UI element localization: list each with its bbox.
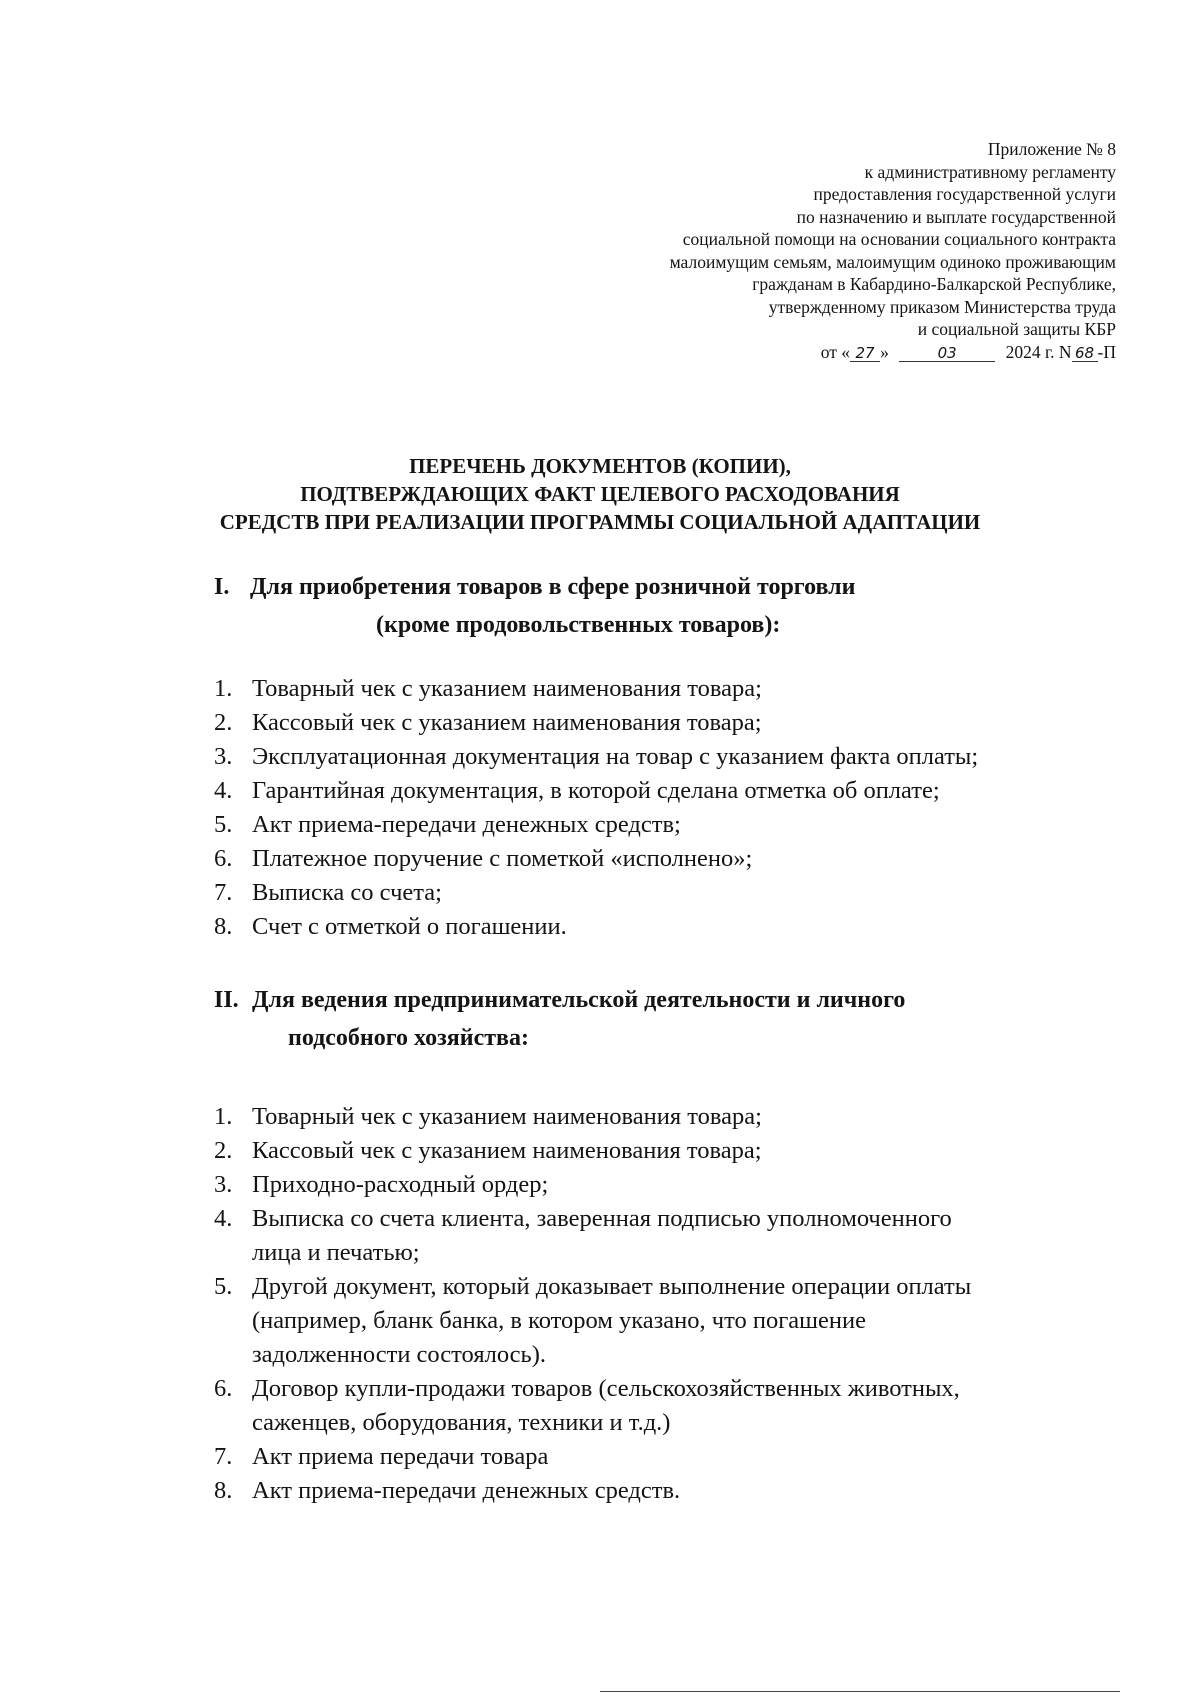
section-1-heading bbox=[214, 568, 1114, 644]
item-number: 8. bbox=[214, 913, 233, 940]
appendix-line: предоставления государственной услуги bbox=[813, 184, 1116, 204]
item-text: Товарный чек с указанием наименования товара; bbox=[252, 1103, 762, 1130]
date-year: 2024 г. N bbox=[1005, 341, 1072, 362]
item-text: Акт приема передачи товара bbox=[252, 1443, 549, 1470]
list-item bbox=[214, 706, 1114, 740]
date-day: 27 bbox=[850, 345, 880, 362]
list-item bbox=[214, 1440, 1114, 1474]
title-line: СРЕДСТВ ПРИ РЕАЛИЗАЦИИ ПРОГРАММЫ СОЦИАЛЬНОЙ АДАПТАЦИИ bbox=[219, 510, 981, 534]
appendix-line: и социальной защиты КБР bbox=[917, 319, 1116, 339]
item-text: Гарантийная документация, в которой сделана отметка об оплате; bbox=[252, 777, 940, 804]
list-item bbox=[214, 1474, 1114, 1508]
item-text: Эксплуатационная документация на товар с указанием факта оплаты; bbox=[252, 743, 979, 770]
item-text: Приходно-расходный ордер; bbox=[252, 1171, 549, 1198]
section-number: I. bbox=[214, 574, 230, 600]
list-item bbox=[214, 1134, 1114, 1168]
appendix-line: малоимущим семьям, малоимущим одиноко проживающим bbox=[669, 251, 1116, 272]
item-text: (например, бланк банка, в котором указано, что погашение bbox=[252, 1307, 866, 1334]
section-1-list bbox=[214, 672, 1114, 944]
section-title-line: Для ведения предпринимательской деятельности и личного bbox=[252, 987, 906, 1013]
section-2-list bbox=[214, 1100, 1114, 1508]
item-number: 2. bbox=[214, 1137, 233, 1164]
appendix-line: к административному регламенту bbox=[864, 161, 1116, 182]
item-text: Выписка со счета; bbox=[252, 879, 442, 906]
date-month: 03 bbox=[899, 345, 995, 362]
item-number: 7. bbox=[214, 1443, 233, 1470]
item-text: Кассовый чек с указанием наименования товара; bbox=[252, 709, 762, 736]
item-text: Счет с отметкой о погашении. bbox=[252, 913, 567, 940]
item-number: 3. bbox=[214, 1171, 233, 1198]
list-item bbox=[214, 842, 1114, 876]
item-number: 5. bbox=[214, 1273, 233, 1300]
appendix-line: социальной помощи на основании социального контракта bbox=[682, 229, 1116, 249]
list-item bbox=[214, 876, 1114, 910]
list-item bbox=[214, 1202, 1114, 1270]
document-title bbox=[0, 452, 1200, 536]
item-text: Акт приема-передачи денежных средств. bbox=[252, 1477, 681, 1504]
title-line: ПОДТВЕРЖДАЮЩИХ ФАКТ ЦЕЛЕВОГО РАСХОДОВАНИЯ bbox=[300, 482, 900, 506]
section-title-line: подсобного хозяйства: bbox=[288, 1025, 529, 1051]
section-title-line: Для приобретения товаров в сфере розничной торговли bbox=[250, 574, 856, 600]
appendix-header bbox=[476, 138, 1116, 363]
item-text: Другой документ, который доказывает выполнение операции оплаты bbox=[252, 1273, 972, 1300]
appendix-line: Приложение № 8 bbox=[987, 139, 1116, 159]
item-number: 7. bbox=[214, 879, 233, 906]
list-item bbox=[214, 1270, 1114, 1372]
list-item bbox=[214, 672, 1114, 706]
order-suffix: -П bbox=[1097, 341, 1116, 362]
item-number: 5. bbox=[214, 811, 233, 838]
list-item bbox=[214, 1372, 1114, 1440]
appendix-line: утвержденному приказом Министерства труда bbox=[768, 296, 1116, 317]
order-number: 68 bbox=[1072, 345, 1098, 362]
appendix-line: гражданам в Кабардино-Балкарской Республике, bbox=[752, 274, 1116, 294]
item-text: задолженности состоялось). bbox=[252, 1341, 547, 1368]
item-number: 6. bbox=[214, 845, 233, 872]
item-text: Договор купли-продажи товаров (сельскохозяйственных животных, bbox=[252, 1375, 960, 1402]
order-date-line bbox=[476, 341, 1116, 364]
item-text: саженцев, оборудования, техники и т.д.) bbox=[252, 1409, 671, 1436]
date-prefix: от « bbox=[820, 341, 851, 362]
item-text: Выписка со счета клиента, заверенная подписью уполномоченного bbox=[252, 1205, 952, 1232]
footer-rule bbox=[600, 1691, 1120, 1692]
list-item bbox=[214, 808, 1114, 842]
item-text: Акт приема-передачи денежных средств; bbox=[252, 811, 681, 838]
item-number: 1. bbox=[214, 675, 233, 702]
list-item bbox=[214, 1100, 1114, 1134]
section-title-line: (кроме продовольственных товаров): bbox=[376, 612, 781, 638]
item-number: 2. bbox=[214, 709, 233, 736]
item-text: лица и печатью; bbox=[252, 1239, 420, 1266]
item-number: 6. bbox=[214, 1375, 233, 1402]
section-2-heading bbox=[214, 981, 1114, 1057]
list-item bbox=[214, 774, 1114, 808]
item-number: 8. bbox=[214, 1477, 233, 1504]
list-item bbox=[214, 910, 1114, 944]
item-text: Товарный чек с указанием наименования товара; bbox=[252, 675, 762, 702]
section-number: II. bbox=[214, 987, 239, 1013]
title-line: ПЕРЕЧЕНЬ ДОКУМЕНТОВ (КОПИИ), bbox=[409, 454, 791, 478]
item-number: 4. bbox=[214, 1205, 233, 1232]
list-item bbox=[214, 740, 1114, 774]
appendix-line: по назначению и выплате государственной bbox=[796, 206, 1116, 227]
item-number: 1. bbox=[214, 1103, 233, 1130]
date-mid: » bbox=[880, 341, 889, 362]
list-item bbox=[214, 1168, 1114, 1202]
item-text: Платежное поручение с пометкой «исполнено»; bbox=[252, 845, 753, 872]
item-number: 4. bbox=[214, 777, 233, 804]
item-number: 3. bbox=[214, 743, 233, 770]
item-text: Кассовый чек с указанием наименования товара; bbox=[252, 1137, 762, 1164]
